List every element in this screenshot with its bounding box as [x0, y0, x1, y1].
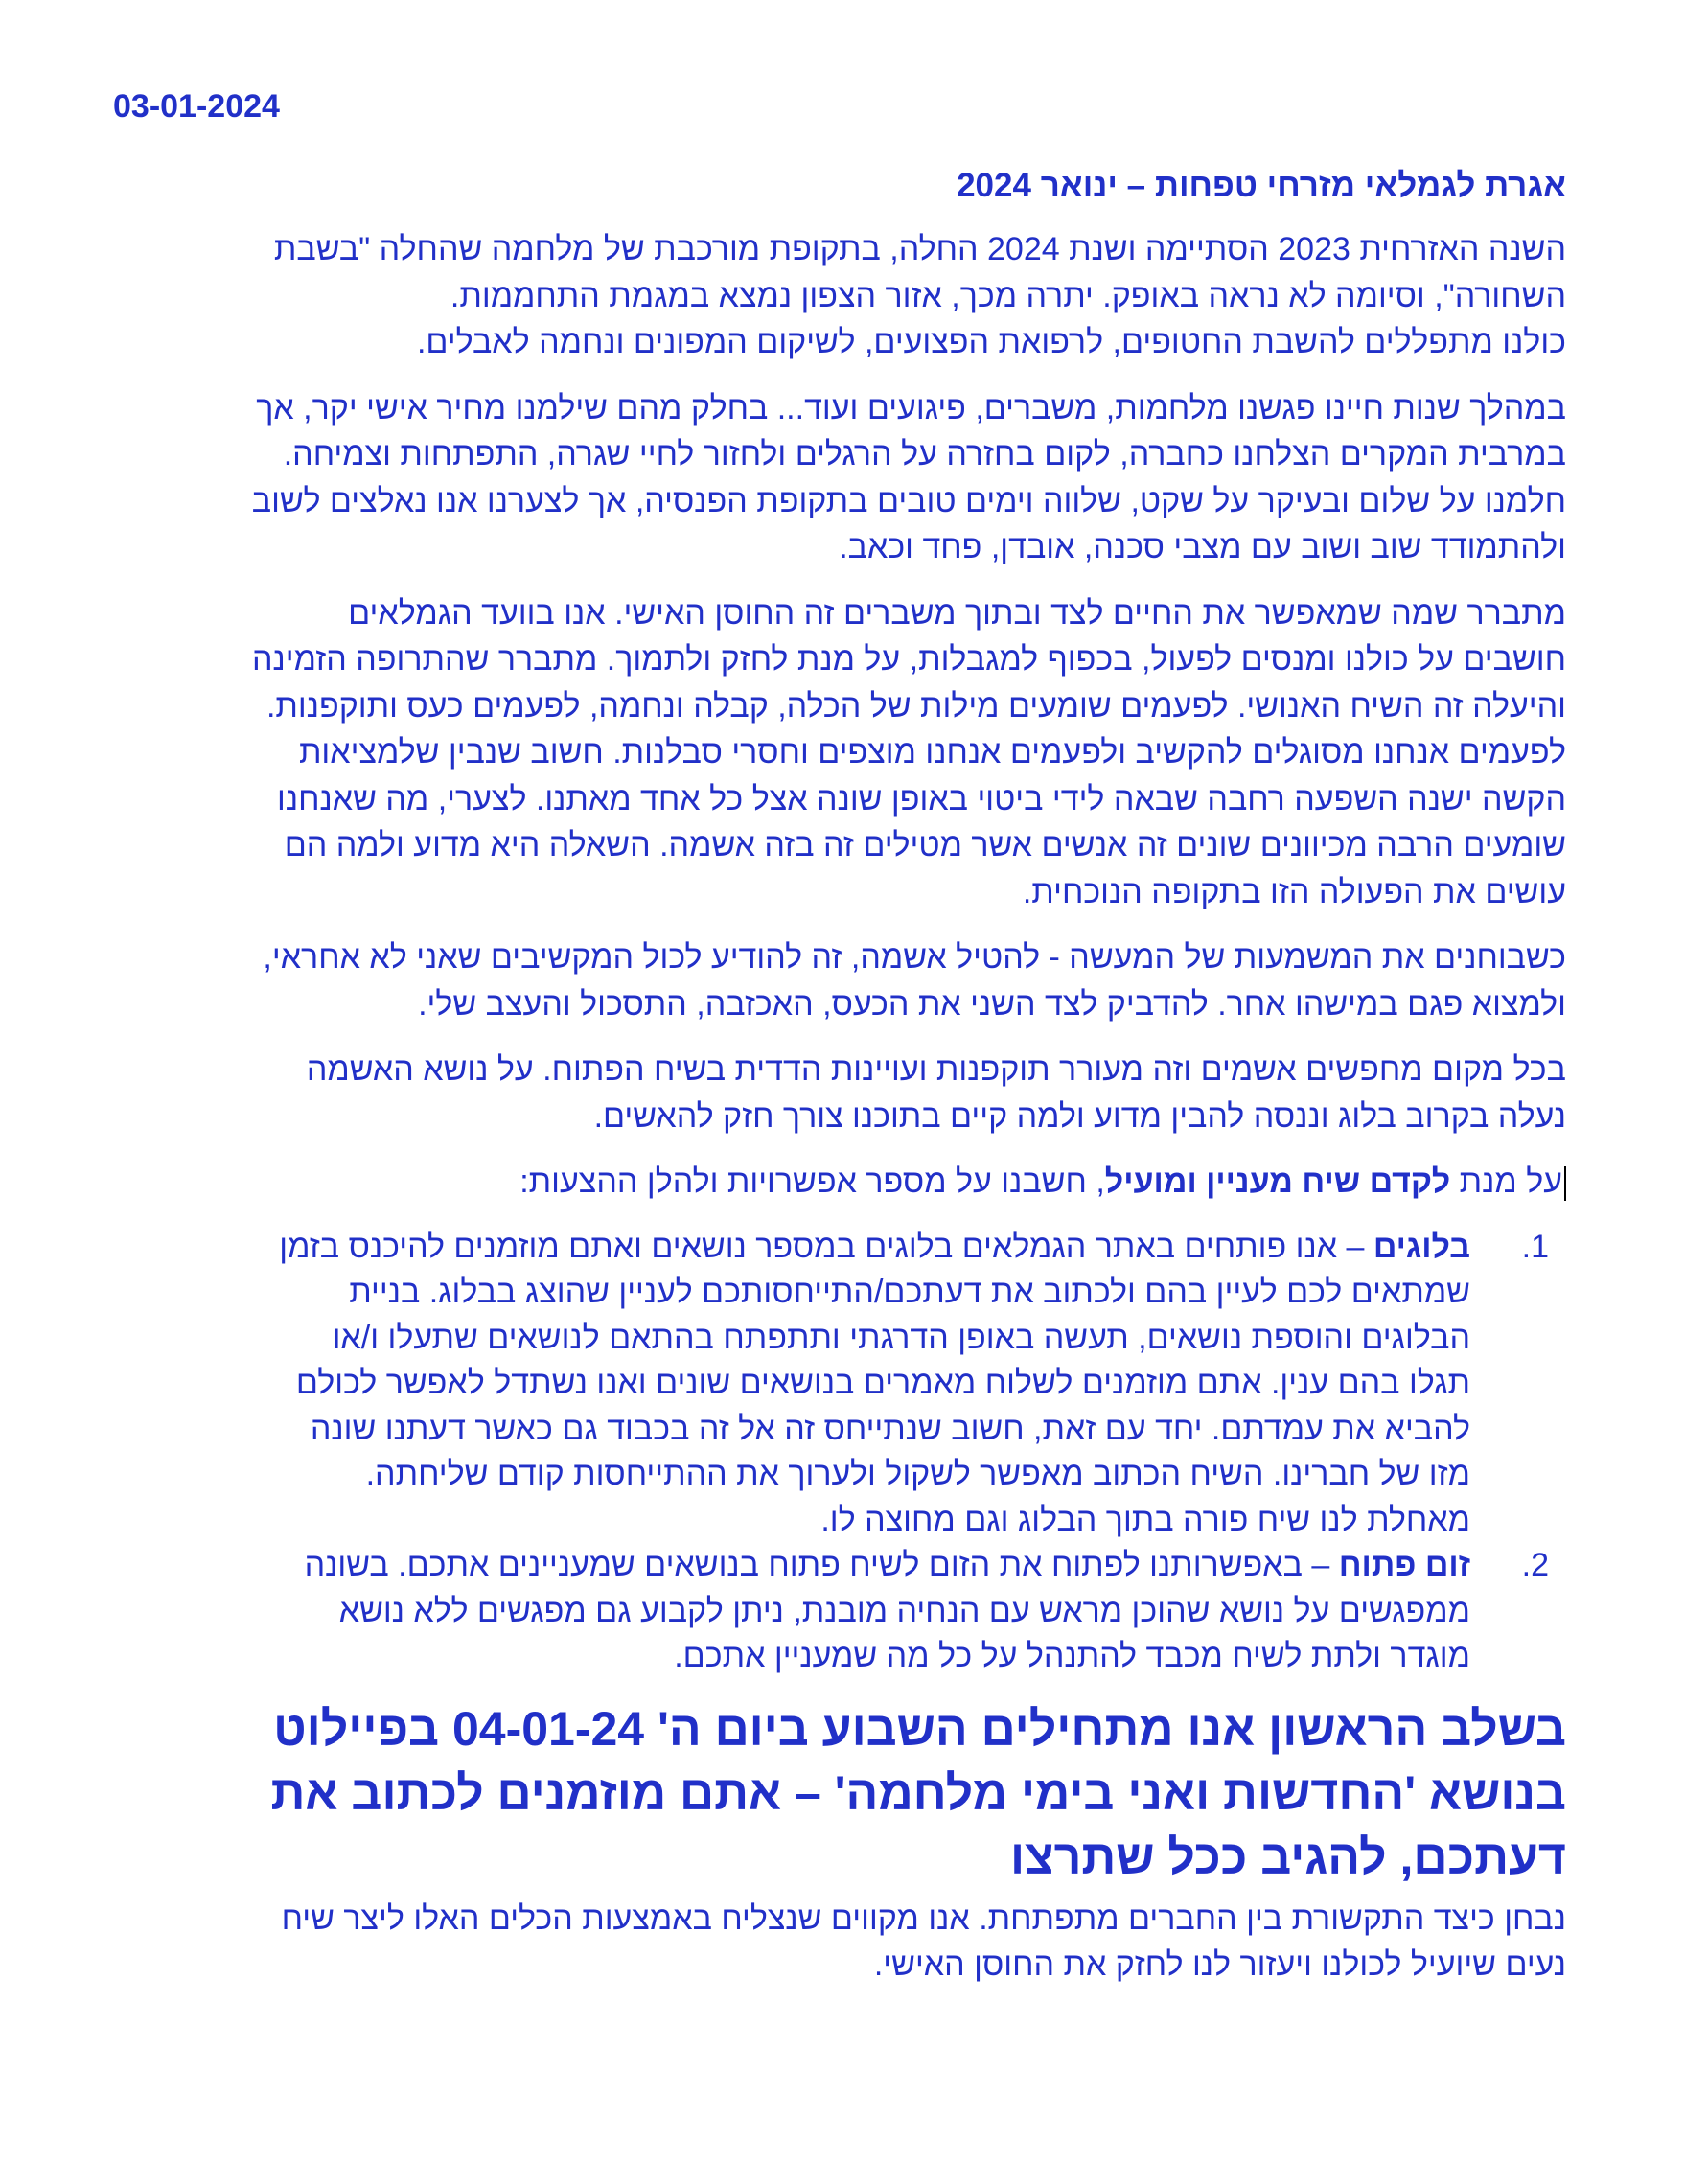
- option-text: מזו של חברינו. השיח הכתוב מאפשר לשקול ולערוך את ההתייחסות קודם שליחתה.: [365, 1456, 1470, 1492]
- paragraph-line: כולנו מתפללים להשבת החטופים, לרפואת הפצועים, לשיקום המפונים ונחמה לאבלים.: [416, 324, 1566, 360]
- option-text: ממפגשים על נושא שהוכן מראש עם הנחיה מובנת, ניתן לקבוע גם מפגשים ללא נושא: [338, 1592, 1470, 1629]
- closing-line: נעים שיועיל לכולנו ויעזור לנו לחזק את החוסן האישי.: [873, 1946, 1566, 1983]
- option-item-1: [100, 1225, 1549, 1544]
- paragraph-line: ולהתמודד שוב ושוב עם מצבי סכנה, אובדן, פחד וכאב.: [839, 529, 1566, 565]
- option-term: זום פתוח: [1338, 1547, 1470, 1583]
- option-line: [100, 1589, 1470, 1635]
- option-line: [100, 1270, 1470, 1316]
- announcement-line: בשלב הראשון אנו מתחילים השבוע ביום ה' 04-01-24 בפיילוט: [273, 1701, 1566, 1756]
- paragraph-line: השנה האזרחית 2023 הסתיימה ושנת 2024 החלה, בתקופת מורכבת של מלחמה שהחלה "בשבת: [273, 231, 1566, 267]
- paragraph-line: לפעמים אנחנו מסוגלים להקשיב ולפעמים אנחנו מוצפים וחסרי סבלנות. חשוב שנבין שלמציאות: [298, 734, 1566, 771]
- letter-body: [100, 163, 1566, 1989]
- paragraph-line: ולמצוא פגם במישהו אחר. להדביק לצד השני את הכעס, האכזבה, התסכול והעצב שלי.: [418, 985, 1566, 1023]
- option-number: 1.: [1521, 1228, 1549, 1265]
- paragraph-4: [100, 934, 1566, 1027]
- option-text: הבלוגים והוספת נושאים, תעשה באופן הדרגתי ותתפתח בהתאם לנושאים שתעלו ו/או: [332, 1319, 1470, 1356]
- paragraph-line: שומעים הרבה מכיוונים שונים זה אנשים אשר מטילים זה בזה אשמה. השאלה היא מדוע ולמה הם: [284, 827, 1566, 863]
- paragraph-line: עושים את הפעולה הזו בתקופה הנוכחית.: [1022, 873, 1566, 910]
- option-term: בלוגים: [1373, 1228, 1470, 1265]
- letter-title: אגרת לגמלאי מזרחי טפחות – ינואר 2024: [957, 167, 1566, 204]
- closing-paragraph: [100, 1896, 1566, 1989]
- option-line: [100, 1407, 1470, 1453]
- announcement-line: בנושא 'החדשות ואני בימי מלחמה' – אתם מוזמנים לכתוב את: [270, 1765, 1566, 1820]
- paragraph-line: הקשה ישנה השפעה רחבה שבאה לידי ביטוי באופן שונה אצל כל אחד מאתנו. לצערי, מה שאנחנו: [277, 780, 1566, 817]
- paragraph-2: [100, 385, 1566, 571]
- option-line: [100, 1498, 1470, 1544]
- option-text: מאחלת לנו שיח פורה בתוך הבלוג וגם מחוצה לו.: [820, 1501, 1470, 1538]
- paragraph-1: [100, 226, 1566, 366]
- paragraph-5: [100, 1047, 1566, 1140]
- paragraphs: [100, 226, 1566, 1140]
- option-item-2: [100, 1543, 1549, 1680]
- paragraph-line: השחורה", וסיומה לא נראה באופק. יתרה מכך, אזור הצפון נמצא במגמת התחממות.: [450, 277, 1566, 314]
- option-number: 2.: [1521, 1547, 1549, 1583]
- intro-before: על מנת: [1450, 1163, 1562, 1200]
- options-intro[interactable]: [100, 1159, 1566, 1206]
- text-cursor: [1564, 1166, 1566, 1201]
- paragraph-line: חלמנו על שלום ובעיקר על שקט, שלווה וימים טובים בתקופת הפנסיה, אך לצערנו אנו נאלצים לשוב: [251, 482, 1566, 519]
- intro-bold: לקדם שיח מעניין ומועיל: [1104, 1163, 1451, 1200]
- announcement-line: דעתכם, להגיב ככל שתרצו: [1010, 1830, 1566, 1884]
- option-text: להביא את עמדתם. יחד עם זאת, חשוב שנתייחס זה אל זה בכבוד גם כאשר דעתנו שונה: [310, 1410, 1470, 1447]
- option-text: שמתאים לכם לעיין בהם ולכתוב את דעתכם/התייחסותכם לעניין שהוצג בבלוג. בניית: [349, 1274, 1470, 1310]
- paragraph-line: חושבים על כולנו ומנסים לפעול, בכפוף למגבלות, על מנת לחזק ולתמוך. מתברר שהתרופה הזמינה: [251, 641, 1566, 678]
- option-line: [100, 1543, 1470, 1589]
- paragraph-line: והיעלה זה השיח האנושי. לפעמים שומעים מילות של הכלה, קבלה ונחמה, לפעמים כעס ותוקפנות.: [265, 687, 1566, 725]
- paragraph-3: [100, 590, 1566, 916]
- option-text: – אנו פותחים באתר הגמלאים בלוגים במספר נושאים ואתם מוזמנים להיכנס בזמן: [279, 1228, 1373, 1265]
- option-line: [100, 1316, 1470, 1362]
- paragraph-line: במהלך שנות חיינו פגשנו מלחמות, משברים, פיגועים ועוד... בחלק מהם שילמנו מחיר אישי יקר, אך: [256, 389, 1566, 426]
- option-text: מוגדר ולתת לשיח מכבד להתנהל על כל מה שמעניין אתכם.: [674, 1638, 1470, 1674]
- options-list: [100, 1225, 1566, 1680]
- option-text: – באפשרותנו לפתוח את הזום לשיח פתוח בנושאים שמעניינים אתכם. בשונה: [304, 1547, 1339, 1583]
- paragraph-line: נעלה בקרוב בלוג וננסה להבין מדוע ולמה קיים בתוכנו צורך חזק להאשים.: [593, 1097, 1566, 1135]
- paragraph-line: כשבוחנים את המשמעות של המעשה - להטיל אשמה, זה להודיע לכול המקשיבים שאני לא אחראי,: [263, 939, 1566, 976]
- paragraph-line: מתברר שמה שמאפשר את החיים לצד ובתוך משברים זה החוסן האישי. אנו בוועד הגמלאים: [348, 594, 1566, 632]
- document-date: 03-01-2024: [113, 88, 280, 125]
- option-line: [100, 1225, 1470, 1271]
- option-text: תגלו בהם ענין. אתם מוזמנים לשלוח מאמרים בנושאים שונים ואנו נשתדל לאפשר לכולם: [295, 1365, 1470, 1401]
- pilot-announcement: [100, 1697, 1566, 1890]
- option-line: [100, 1361, 1470, 1407]
- paragraph-line: במרבית המקרים הצלחנו כחברה, לקום בחזרה על הרגלים ולחזור לחיי שגרה, התפתחות וצמיחה.: [283, 436, 1566, 472]
- paragraph-line: בכל מקום מחפשים אשמים וזה מעורר תוקפנות ועויינות הדדית בשיח הפתוח. על נושא האשמה: [306, 1051, 1566, 1088]
- closing-line: נבחן כיצד התקשורת בין החברים מתפתחת. אנו מקווים שנצליח באמצעות הכלים האלו ליצר שיח: [281, 1899, 1566, 1937]
- intro-after: , חשבנו על מספר אפשרויות ולהלן ההצעות:: [519, 1163, 1105, 1200]
- option-line: [100, 1634, 1470, 1680]
- option-line: [100, 1452, 1470, 1498]
